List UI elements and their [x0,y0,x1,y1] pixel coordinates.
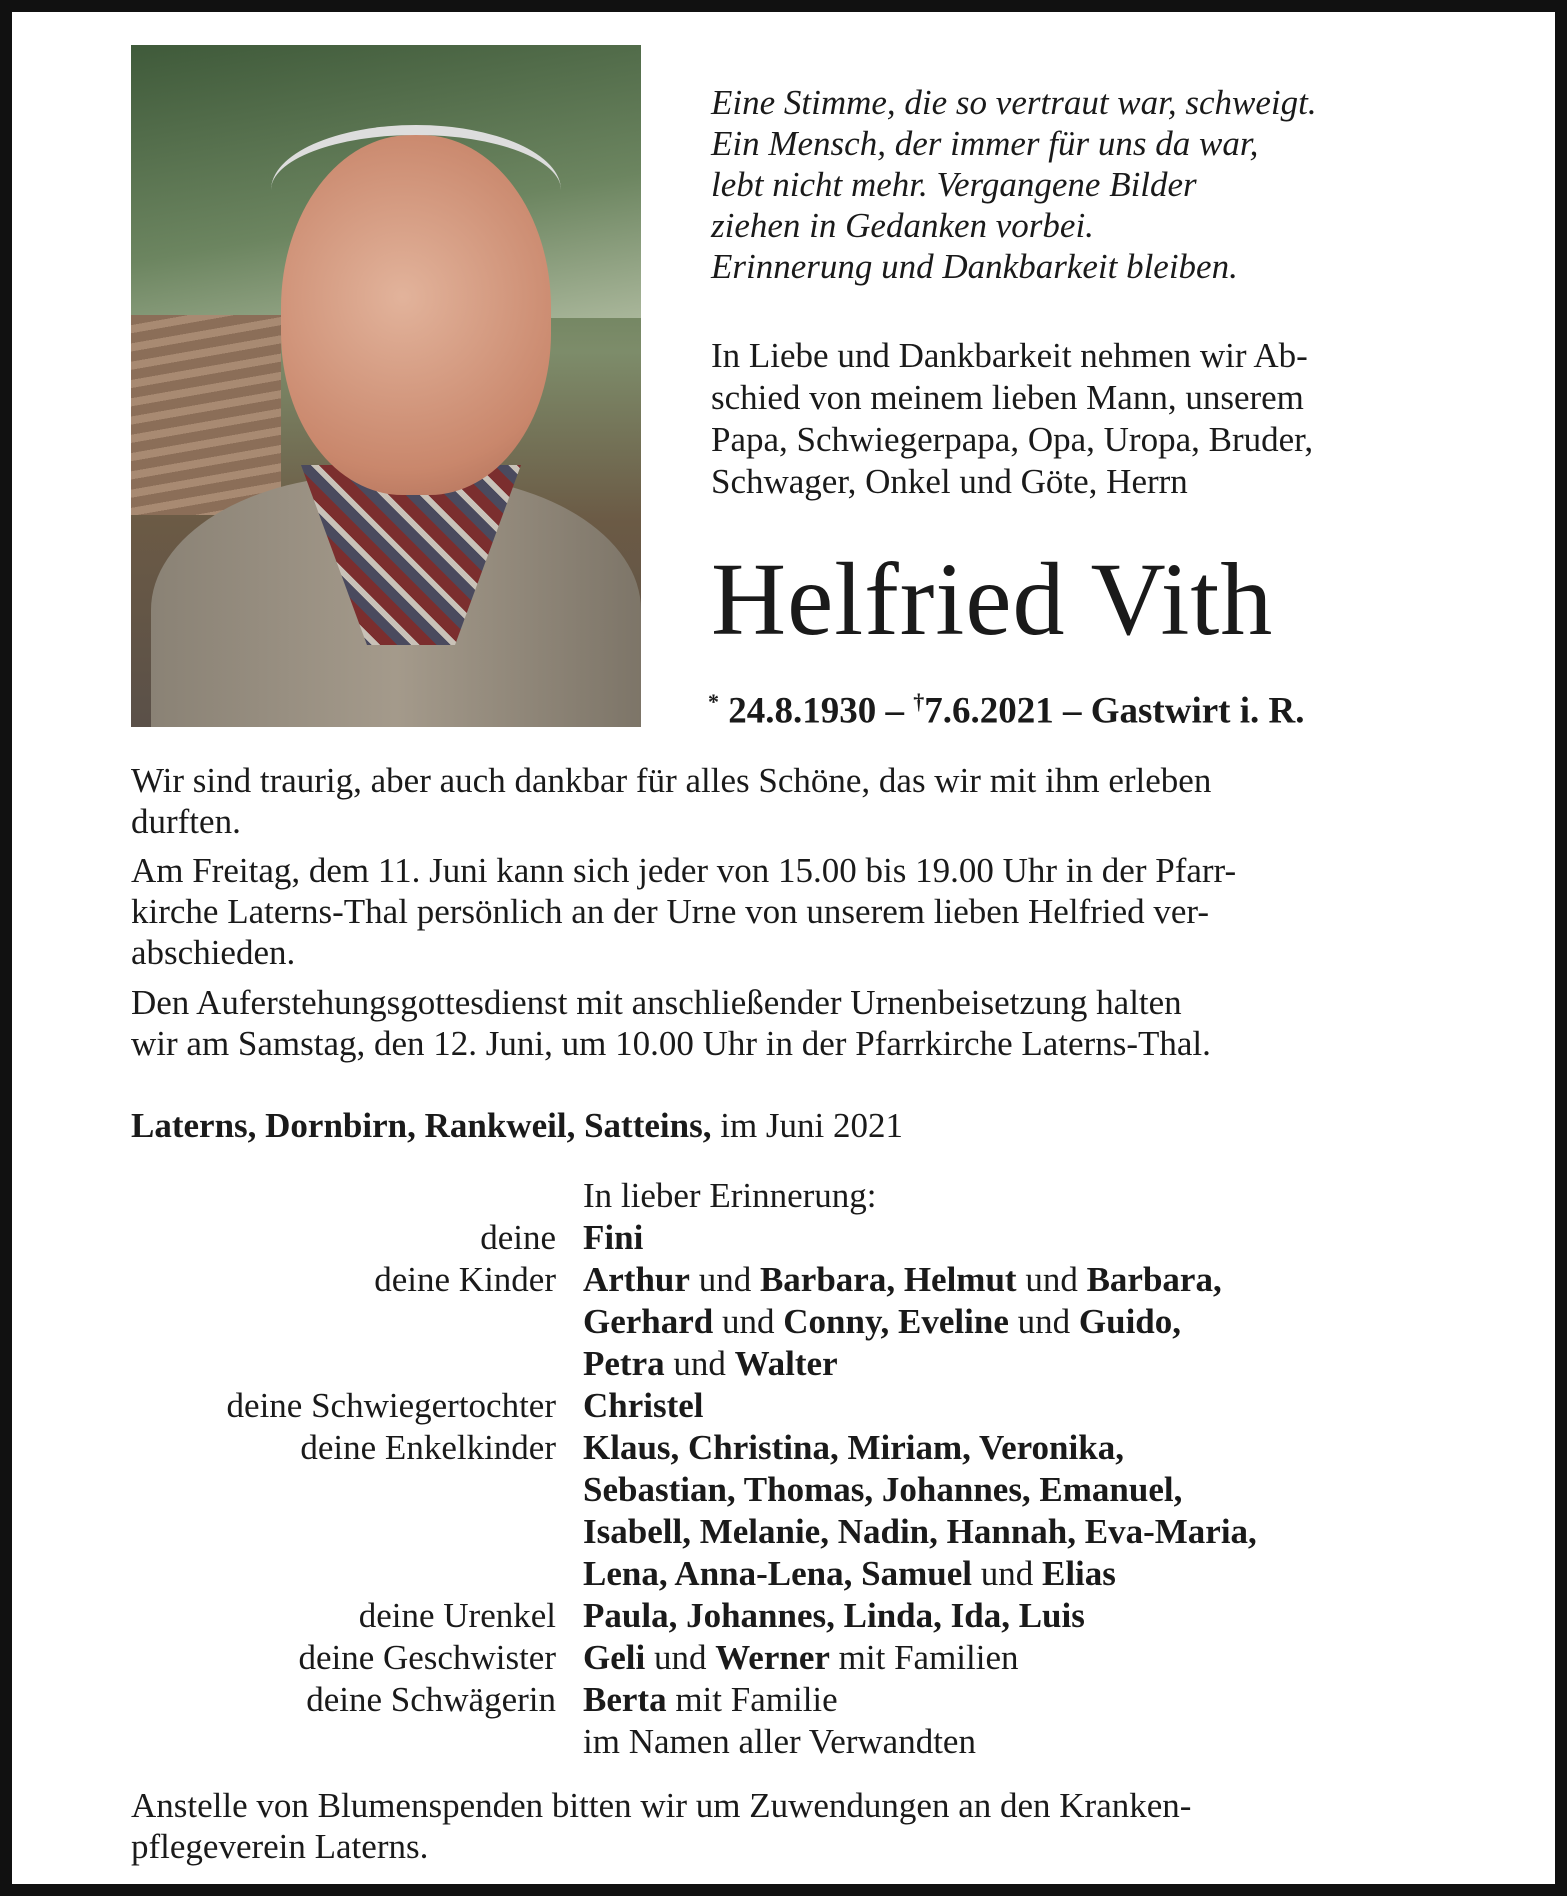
text-line: abschieden. [131,933,296,972]
paragraph-farewell [131,850,1441,973]
relation-label [131,1511,583,1553]
connector-text: mit Familien [829,1638,1019,1677]
connector-text: und [1016,1260,1087,1299]
relative-names [583,1259,1443,1301]
relation-label: deine Kinder [374,1260,556,1299]
connector-text: und [713,1302,784,1341]
relative-name: Barbara, Helmut [759,1260,1017,1299]
relative-names [583,1721,1443,1763]
connector-text: und [689,1260,760,1299]
relative-name: Conny, Eveline [783,1302,1009,1341]
connector-text: und [645,1638,716,1677]
connector-text: mit Familie [666,1680,838,1719]
relation-label: deine Schwiegertochter [226,1386,556,1425]
relation-label: deine Schwägerin [306,1680,556,1719]
month-year: im Juni 2021 [711,1106,904,1145]
poem-line: ziehen in Gedanken vorbei. [711,206,1094,245]
poem-line: Erinnerung und Dankbarkeit bleiben. [711,247,1238,286]
relative-name: Paula, Johannes, Linda, Ida, Luis [583,1596,1085,1635]
death-date: 7.6.2021 [924,690,1054,732]
relative-name: Arthur [583,1260,690,1299]
relation-label: deine Geschwister [298,1638,556,1677]
family-list [131,1175,1443,1763]
death-symbol: † [913,689,925,714]
relation-label [131,1469,583,1511]
connector-text: und [664,1344,735,1383]
family-row [131,1637,1443,1679]
relative-names [583,1595,1443,1637]
family-row [131,1301,1443,1343]
intro-line: schied von meinem lieben Mann, unserem [711,378,1304,417]
family-row [131,1259,1443,1301]
birth-symbol: * [708,689,719,714]
relative-names [583,1385,1443,1427]
relative-names [583,1679,1443,1721]
relation-label [131,1301,583,1343]
family-row [131,1679,1443,1721]
family-row [131,1427,1443,1469]
closing-note [131,1785,1441,1867]
relative-names [583,1427,1443,1469]
relative-name: Berta [583,1680,667,1719]
family-row [131,1343,1443,1385]
poem-line: Ein Mensch, der immer für uns da war, [711,124,1259,163]
relative-names [583,1343,1443,1385]
places: Laterns, Dornbirn, Rankweil, Satteins, [131,1106,712,1145]
relation-label: deine Urenkel [358,1596,556,1635]
intro-line: Schwager, Onkel und Göte, Herrn [711,462,1188,501]
intro-line: In Liebe und Dankbarkeit nehmen wir Ab- [711,336,1308,375]
paragraph-service [131,982,1441,1064]
connector-text: und [1008,1302,1079,1341]
family-row [131,1721,1443,1763]
relative-name: Christel [583,1386,704,1425]
intro-line: Papa, Schwiegerpapa, Opa, Uropa, Bruder, [711,420,1314,459]
family-row [131,1217,1443,1259]
deceased-name: Helfried Vith [711,542,1274,657]
relative-name: Klaus, Christina, Miriam, Veronika, [583,1428,1124,1467]
relation-label: deine Enkelkinder [300,1428,556,1467]
family-row [131,1385,1443,1427]
family-row [131,1595,1443,1637]
connector-text: im Namen aller Verwandten [583,1722,976,1761]
text-line: Anstelle von Blumenspenden bitten wir um Zuwendungen an den Kranken- [131,1786,1192,1825]
relation-label: deine [480,1218,556,1257]
relative-name: Petra [583,1344,665,1383]
life-dates [708,680,1305,733]
relative-names [583,1469,1443,1511]
text-line: Wir sind traurig, aber auch dankbar für alles Schöne, das wir mit ihm erleben [131,761,1212,800]
family-row [131,1469,1443,1511]
poem-line: Eine Stimme, die so vertraut war, schweigt. [711,83,1317,122]
family-row [131,1511,1443,1553]
separator: – [1053,690,1091,732]
paragraph-gratitude [131,760,1441,842]
text-line: Den Auferstehungsgottesdienst mit anschließender Urnenbeisetzung halten [131,983,1182,1022]
relative-name: Isabell, Melanie, Nadin, Hannah, Eva-Maria, [583,1512,1257,1551]
relative-name: Geli [583,1638,646,1677]
relative-name: Gerhard [583,1302,714,1341]
intro-text [711,335,1441,503]
relative-names [583,1553,1443,1595]
occupation: Gastwirt i. R. [1090,690,1305,732]
text-line: pflegeverein Laterns. [131,1827,429,1866]
text-line: durften. [131,802,241,841]
place-date [131,1105,1441,1146]
text-line: wir am Samstag, den 12. Juni, um 10.00 Uhr in der Pfarrkirche Laterns-Thal. [131,1024,1211,1063]
text-line: Am Freitag, dem 11. Juni kann sich jeder von 15.00 bis 19.00 Uhr in der Pfarr- [131,851,1237,890]
relative-name: Fini [583,1218,644,1257]
poem [711,82,1317,287]
relative-name: Walter [734,1344,838,1383]
portrait-photo [131,45,641,727]
relation-label [131,1343,583,1385]
relation-label [131,1553,583,1595]
relative-name: Guido, [1078,1302,1182,1341]
relative-name: Elias [1041,1554,1116,1593]
relative-name: Sebastian, Thomas, Johannes, Emanuel, [583,1470,1183,1509]
relative-names [583,1511,1443,1553]
relation-label [131,1721,583,1763]
relative-names [583,1217,1443,1259]
connector-text: und [971,1554,1042,1593]
birth-date: 24.8.1930 [728,690,877,732]
relative-names [583,1301,1443,1343]
separator: – [876,690,914,732]
relative-name: Barbara, [1086,1260,1222,1299]
text-line: kirche Laterns-Thal persönlich an der Urne von unserem lieben Helfried ver- [131,892,1210,931]
poem-line: lebt nicht mehr. Vergangene Bilder [711,165,1197,204]
relative-name: Lena, Anna-Lena, Samuel [583,1554,972,1593]
relative-name: Werner [715,1638,830,1677]
family-heading: In lieber Erinnerung: [583,1176,877,1215]
relative-names [583,1637,1443,1679]
family-row [131,1553,1443,1595]
